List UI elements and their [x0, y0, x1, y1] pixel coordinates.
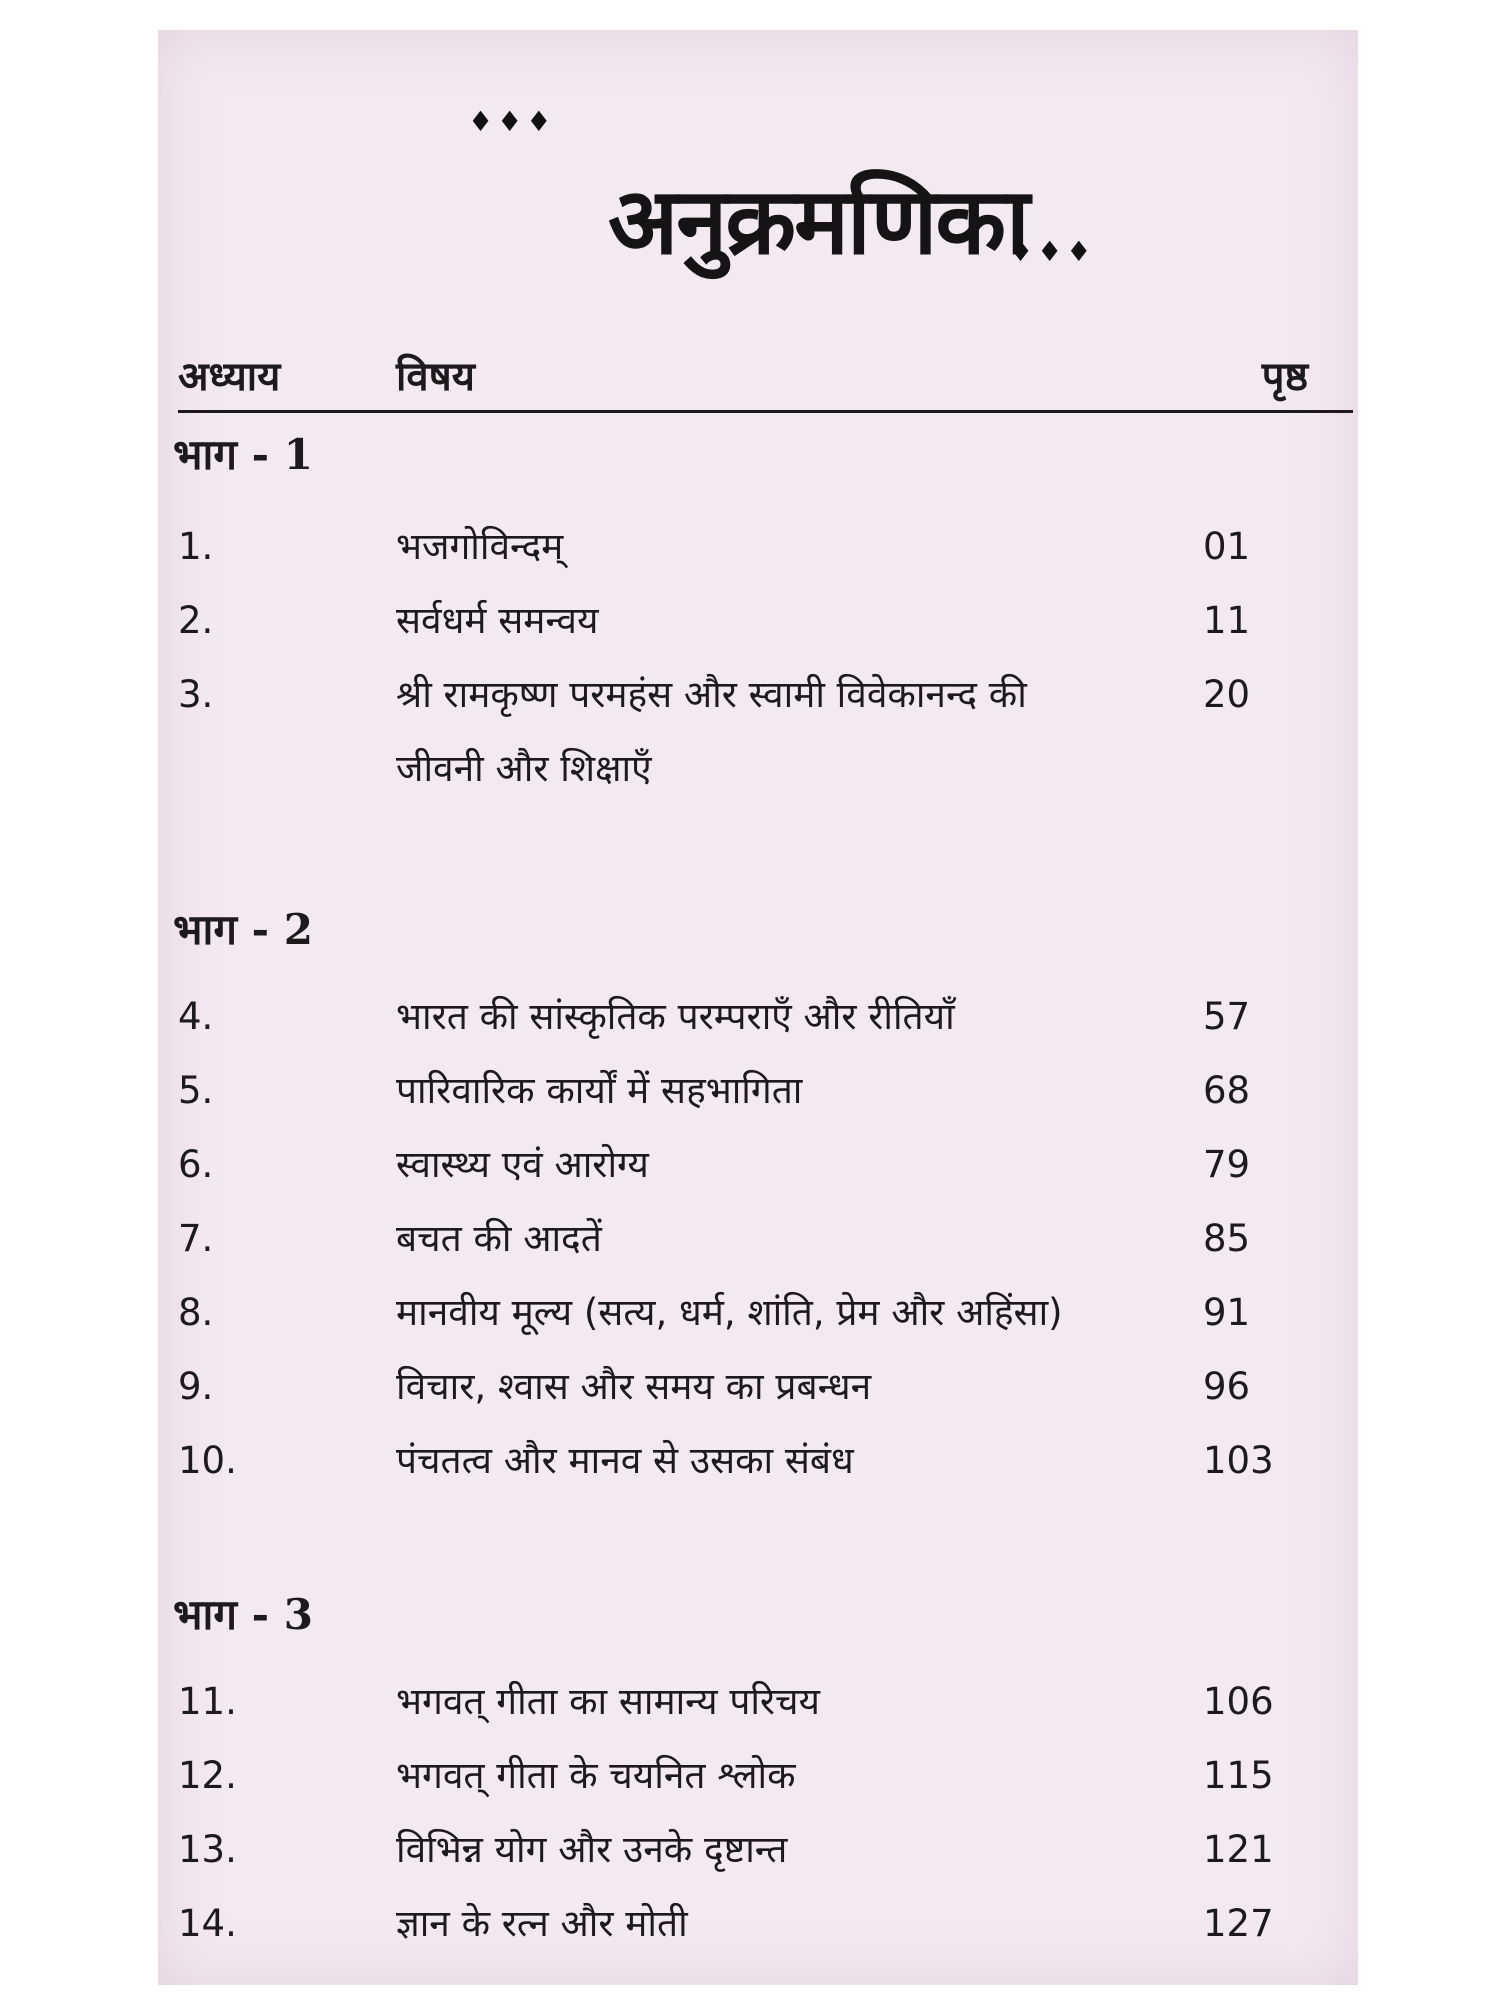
entry-page: 127 — [1203, 1902, 1274, 1945]
header-page: पृष्ठ — [1261, 354, 1308, 400]
header-subject: विषय — [396, 354, 475, 400]
entry-title: विचार, श्वास और समय का प्रबन्धन — [396, 1365, 872, 1408]
entry-page: 20 — [1203, 673, 1251, 716]
entry-title: विभिन्न योग और उनके दृष्टान्त — [396, 1828, 788, 1871]
entry-page: 01 — [1203, 525, 1251, 568]
title-block — [468, 85, 1108, 295]
entry-title: सर्वधर्म समन्वय — [396, 599, 599, 642]
entry-number: 5. — [178, 1069, 214, 1112]
entry-title: स्वास्थ्य एवं आरोग्य — [396, 1143, 649, 1186]
entry-page: 115 — [1203, 1754, 1274, 1797]
entry-number: 2. — [178, 599, 214, 642]
ornament-left: ♦♦♦ — [468, 105, 556, 138]
entry-page: 106 — [1203, 1680, 1274, 1723]
entry-page: 121 — [1203, 1828, 1274, 1871]
entry-title: श्री रामकृष्ण परमहंस और स्वामी विवेकानन्द की जीवनी और शिक्षाएँ — [396, 673, 1027, 790]
part-heading: भाग - 2 — [173, 905, 313, 954]
ornament-right: ♦♦♦ — [1008, 235, 1096, 268]
entry-number: 14. — [178, 1902, 237, 1945]
entry-page: 11 — [1203, 599, 1251, 642]
entry-page: 103 — [1203, 1439, 1274, 1482]
entry-title: पारिवारिक कार्यों में सहभागिता — [396, 1069, 803, 1112]
book-page — [158, 30, 1358, 1985]
entry-number: 9. — [178, 1365, 214, 1408]
entry-page: 79 — [1203, 1143, 1251, 1186]
entry-page: 85 — [1203, 1217, 1251, 1260]
entry-title: ज्ञान के रत्न और मोती — [396, 1902, 688, 1945]
header-chapter: अध्याय — [178, 354, 281, 400]
entry-number: 6. — [178, 1143, 214, 1186]
part-heading: भाग - 1 — [173, 430, 313, 479]
entry-title: भगवत् गीता का सामान्य परिचय — [396, 1680, 821, 1723]
entry-title: बचत की आदतें — [396, 1217, 602, 1260]
table-header — [178, 335, 1353, 413]
entry-number: 3. — [178, 673, 214, 716]
entry-title: भारत की सांस्कृतिक परम्पराएँ और रीतियाँ — [396, 995, 955, 1038]
entry-title: भजगोविन्दम् — [396, 525, 564, 568]
entry-title: मानवीय मूल्य (सत्य, धर्म, शांति, प्रेम और अहिंसा) — [396, 1291, 1063, 1334]
entry-page: 96 — [1203, 1365, 1251, 1408]
page-title: अनुक्रमणिका — [608, 167, 1028, 275]
part-heading: भाग - 3 — [173, 1590, 313, 1639]
entry-title: भगवत् गीता के चयनित श्लोक — [396, 1754, 796, 1797]
entry-number: 10. — [178, 1439, 237, 1482]
entry-number: 11. — [178, 1680, 237, 1723]
entry-number: 1. — [178, 525, 214, 568]
entry-number: 8. — [178, 1291, 214, 1334]
entry-number: 4. — [178, 995, 214, 1038]
entry-title: पंचतत्व और मानव से उसका संबंध — [396, 1439, 854, 1482]
entry-page: 91 — [1203, 1291, 1251, 1334]
entry-number: 12. — [178, 1754, 237, 1797]
entry-number: 7. — [178, 1217, 214, 1260]
entry-page: 68 — [1203, 1069, 1251, 1112]
entry-number: 13. — [178, 1828, 237, 1871]
entry-page: 57 — [1203, 995, 1251, 1038]
